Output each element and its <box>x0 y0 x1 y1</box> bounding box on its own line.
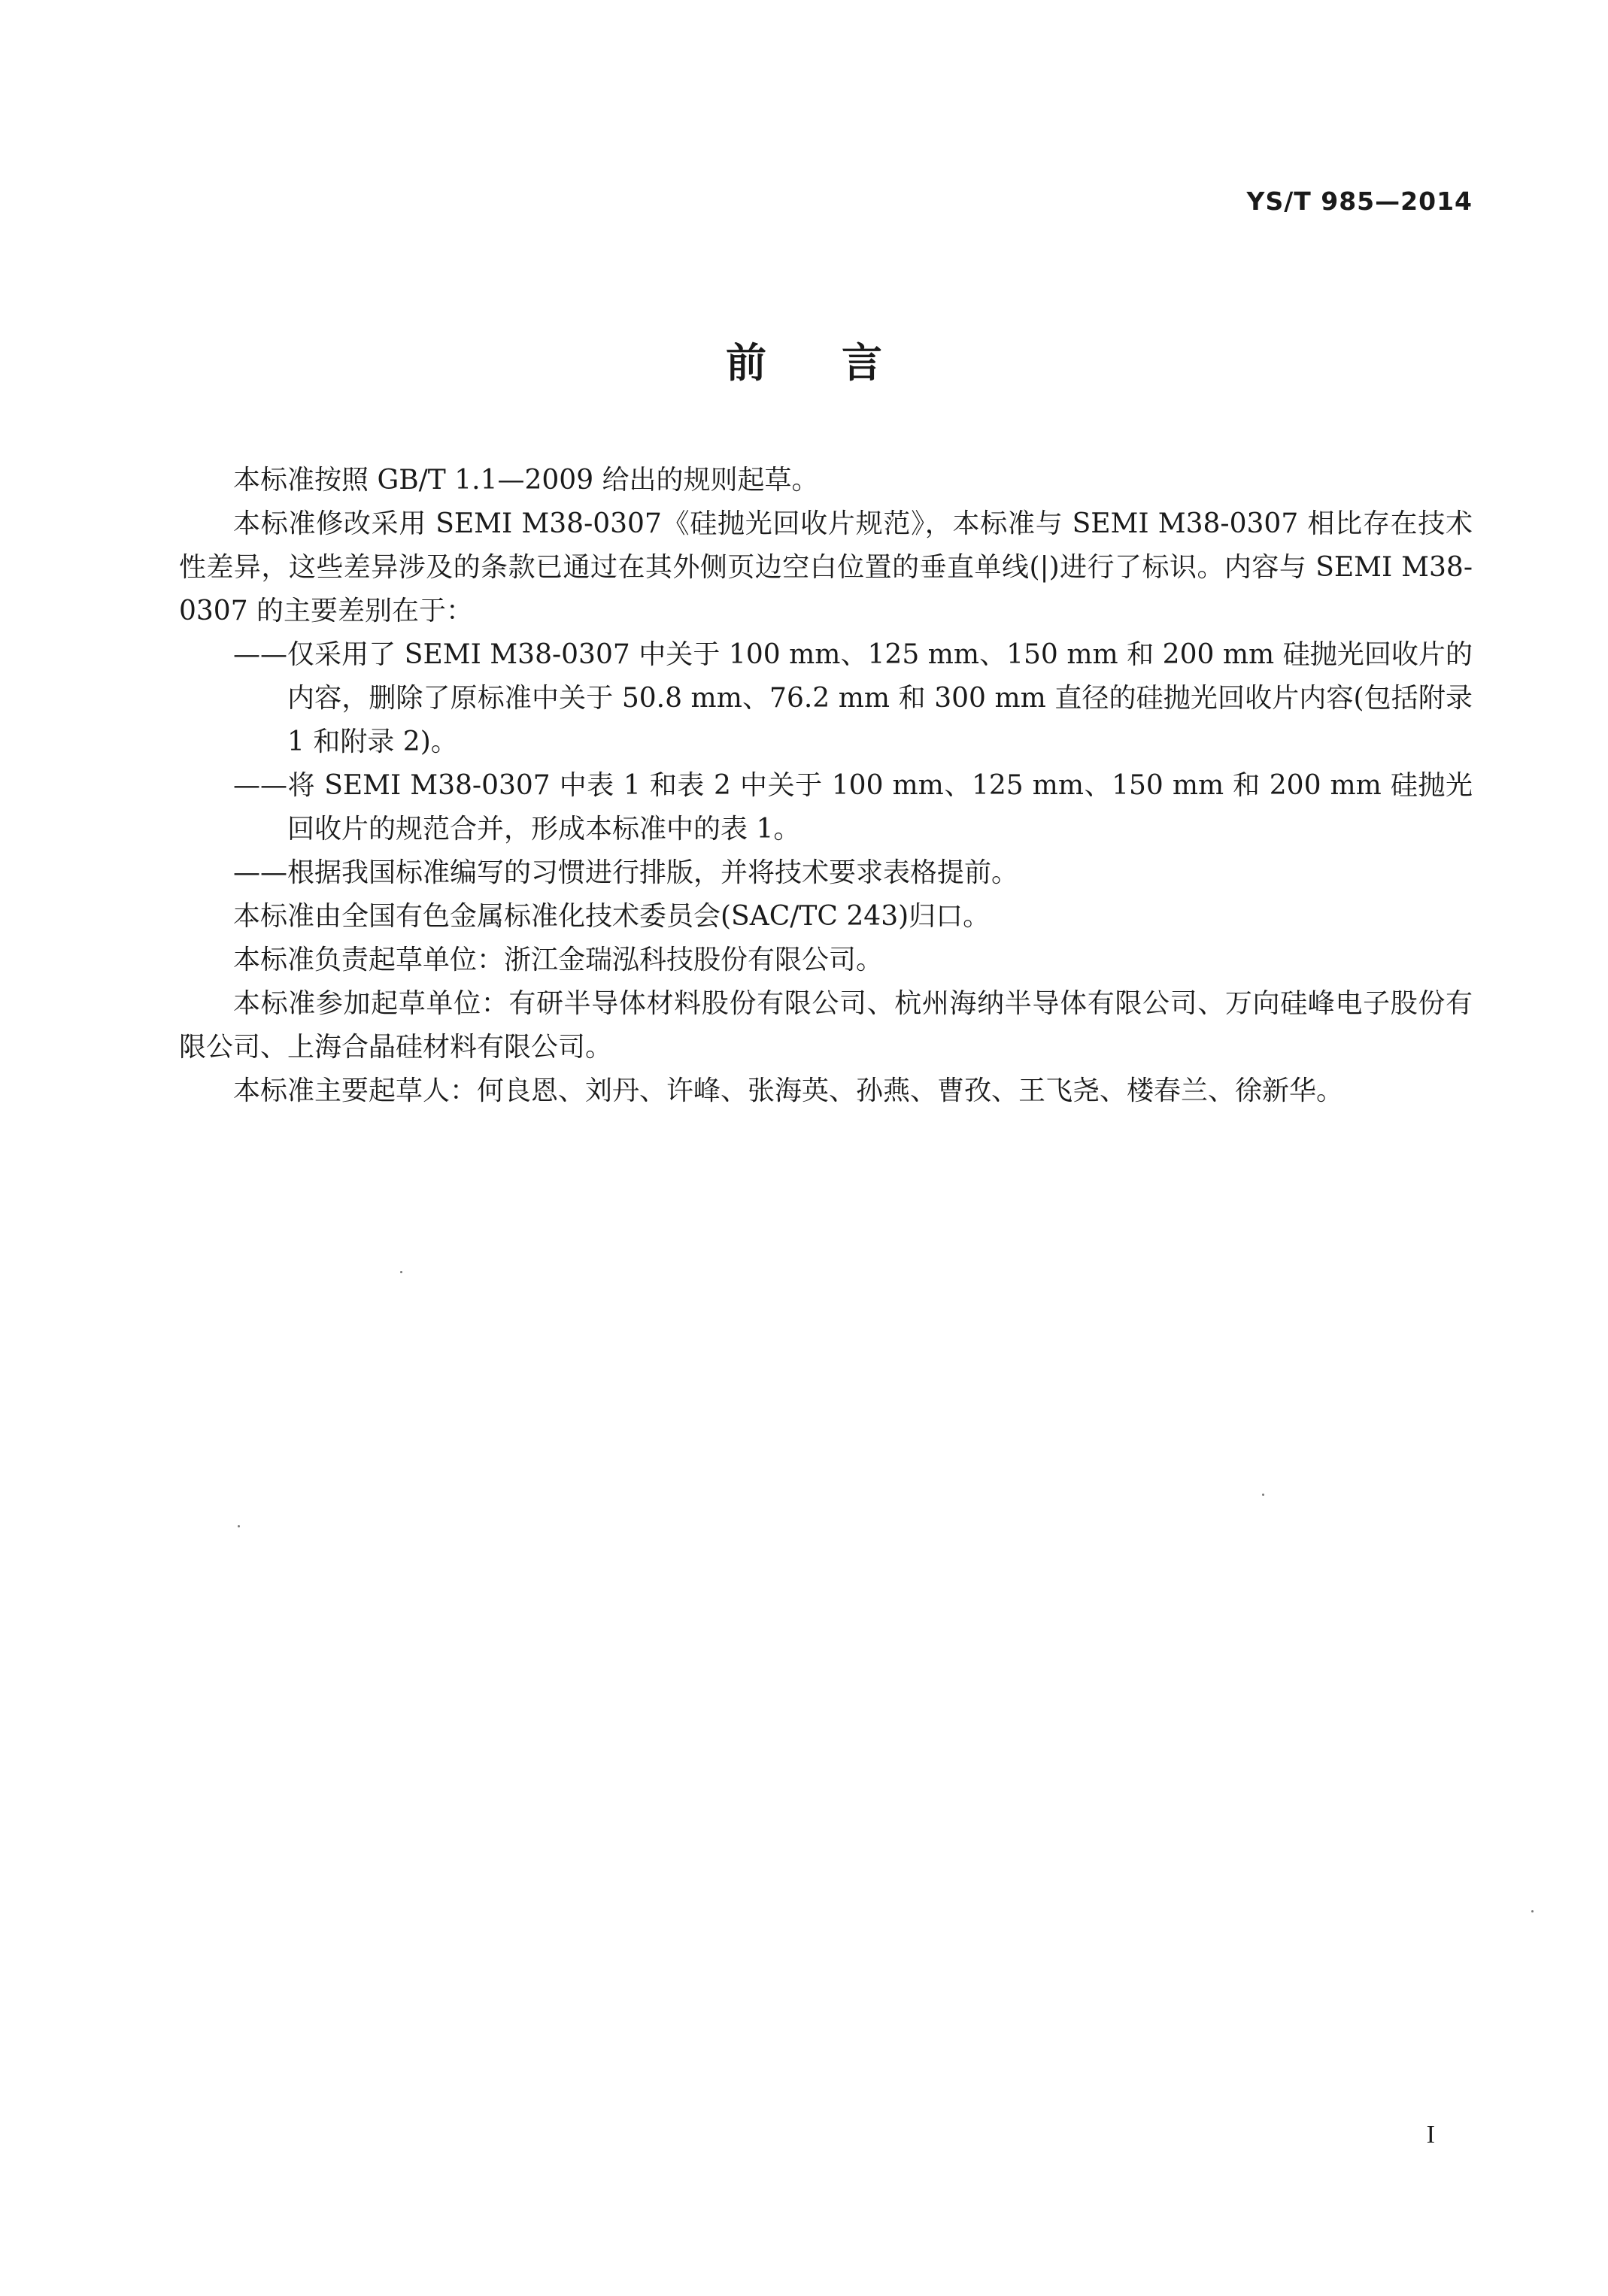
difference-item-1: ——仅采用了 SEMI M38-0307 中关于 100 mm、125 mm、150 mm 和 200 mm 硅抛光回收片的内容，删除了原标准中关于 50.8 mm、76.2 mm 和 300 mm 直径的硅抛光回收片内容(包括附录 1 和附录 2)。 <box>233 639 1473 757</box>
paragraph-participating-drafters: 本标准参加起草单位：有研半导体材料股份有限公司、杭州海纳半导体有限公司、万向硅峰电子股份有限公司、上海合晶硅材料有限公司。 <box>179 988 1473 1063</box>
scan-speck <box>1262 1494 1264 1496</box>
difference-item-3: ——根据我国标准编写的习惯进行排版，并将技术要求表格提前。 <box>233 857 1019 888</box>
difference-item-2: ——将 SEMI M38-0307 中表 1 和表 2 中关于 100 mm、125 mm、150 mm 和 200 mm 硅抛光回收片的规范合并，形成本标准中的表 1。 <box>233 770 1473 845</box>
standard-code: YS/T 985—2014 <box>1246 187 1473 216</box>
paragraph-lead-drafter: 本标准负责起草单位：浙江金瑞泓科技股份有限公司。 <box>233 945 884 975</box>
paragraph-adoption: 本标准修改采用 SEMI M38-0307《硅抛光回收片规范》，本标准与 SEMI M38-0307 相比存在技术性差异，这些差异涉及的条款已通过在其外侧页边空白位置的垂直单线(|)进行了标识。内容与 SEMI M38-0307 的主要差别在于： <box>179 508 1473 626</box>
scan-speck <box>1531 1910 1534 1912</box>
preface-body <box>179 459 1473 1113</box>
page-title: 前言 <box>726 339 957 387</box>
scan-speck <box>400 1271 402 1273</box>
paragraph-committee: 本标准由全国有色金属标准化技术委员会(SAC/TC 243)归口。 <box>233 901 991 932</box>
paragraph-drafting-rules: 本标准按照 GB/T 1.1—2009 给出的规则起草。 <box>233 465 819 496</box>
page-number: I <box>1426 2121 1435 2149</box>
paragraph-main-authors: 本标准主要起草人：何良恩、刘丹、许峰、张海英、孙燕、曹孜、王飞尧、楼春兰、徐新华。 <box>233 1075 1344 1106</box>
scan-speck <box>238 1525 240 1527</box>
